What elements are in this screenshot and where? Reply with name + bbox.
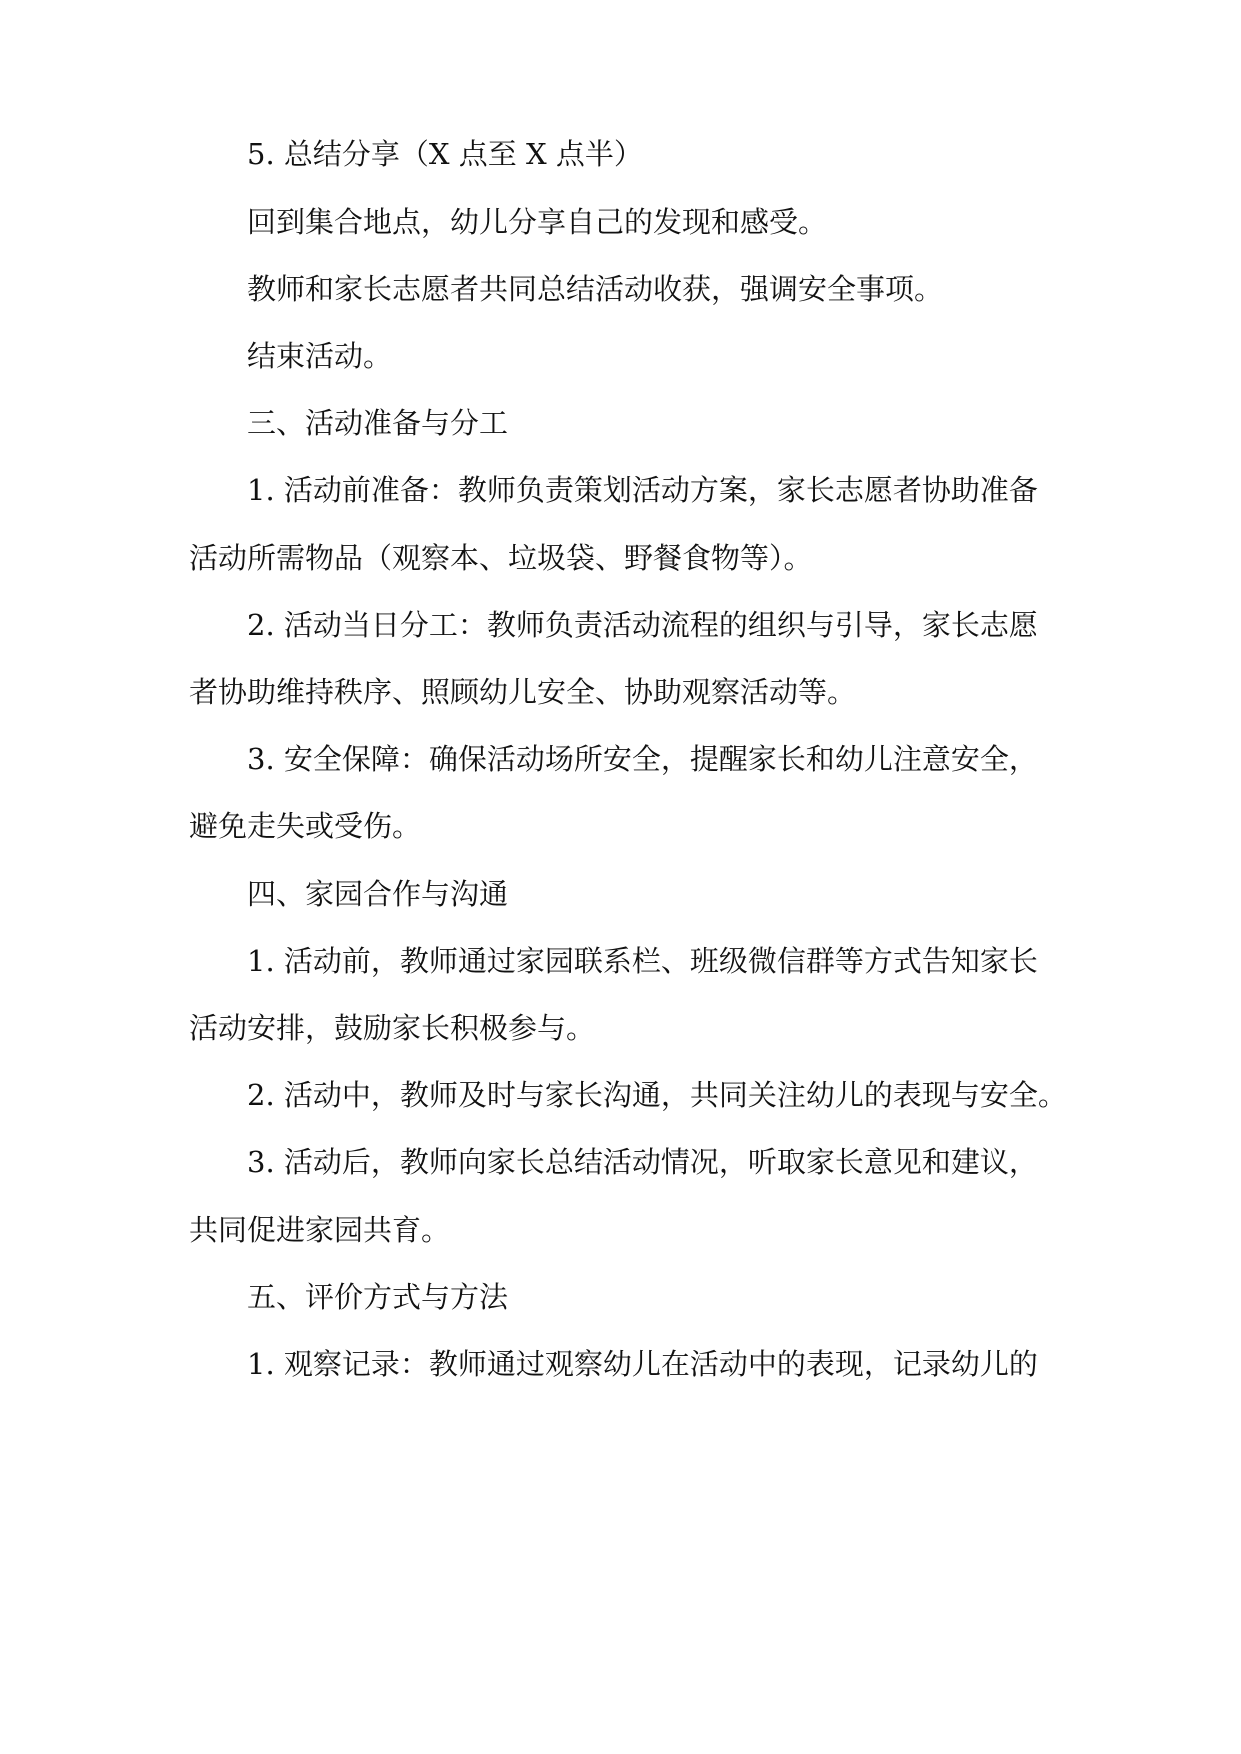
section-heading-4: 四、家园合作与沟通 bbox=[247, 877, 509, 911]
paragraph-line: 回到集合地点，幼儿分享自己的发现和感受。 bbox=[247, 205, 828, 239]
paragraph-line: 者协助维持秩序、照顾幼儿安全、协助观察活动等。 bbox=[189, 675, 857, 709]
paragraph-line: 结束活动。 bbox=[247, 339, 393, 373]
paragraph-line: 避免走失或受伤。 bbox=[189, 809, 422, 843]
paragraph-line: 1. 活动前，教师通过家园联系栏、班级微信群等方式告知家长 bbox=[247, 944, 1038, 978]
section-item-5-heading: 5. 总结分享（X 点至 X 点半） bbox=[247, 137, 643, 171]
paragraph-line: 教师和家长志愿者共同总结活动收获，强调安全事项。 bbox=[247, 272, 944, 306]
paragraph-line: 活动安排，鼓励家长积极参与。 bbox=[189, 1011, 596, 1045]
paragraph-line: 2. 活动中，教师及时与家长沟通，共同关注幼儿的表现与安全。 bbox=[247, 1078, 1067, 1112]
paragraph-line: 1. 观察记录：教师通过观察幼儿在活动中的表现，记录幼儿的 bbox=[247, 1347, 1038, 1381]
paragraph-line: 2. 活动当日分工：教师负责活动流程的组织与引导，家长志愿 bbox=[247, 608, 1038, 642]
section-heading-3: 三、活动准备与分工 bbox=[247, 406, 509, 440]
paragraph-line: 3. 安全保障：确保活动场所安全，提醒家长和幼儿注意安全， bbox=[247, 742, 1038, 776]
section-heading-5: 五、评价方式与方法 bbox=[247, 1280, 509, 1314]
paragraph-line: 1. 活动前准备：教师负责策划活动方案，家长志愿者协助准备 bbox=[247, 473, 1038, 507]
paragraph-line: 活动所需物品（观察本、垃圾袋、野餐食物等）。 bbox=[189, 541, 813, 575]
paragraph-line: 共同促进家园共育。 bbox=[189, 1213, 451, 1247]
paragraph-line: 3. 活动后，教师向家长总结活动情况，听取家长意见和建议， bbox=[247, 1145, 1038, 1179]
